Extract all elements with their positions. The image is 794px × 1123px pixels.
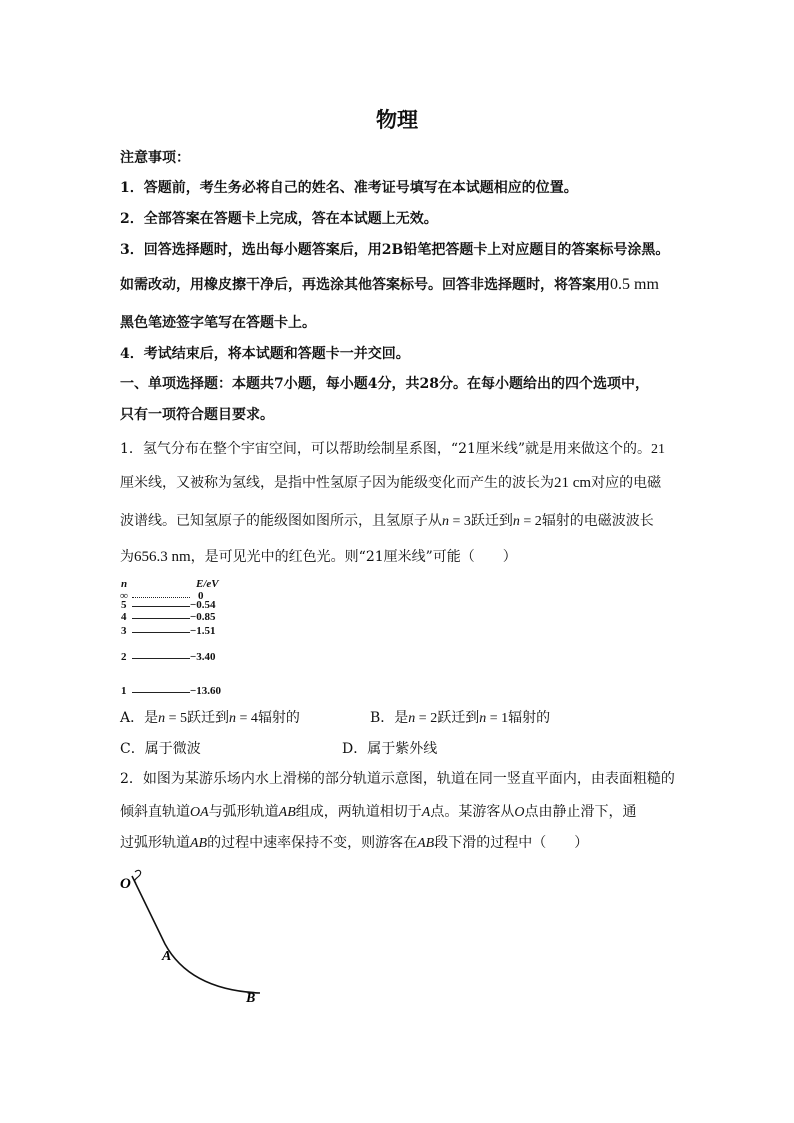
level-n-label: 2 — [121, 651, 127, 663]
level-energy-label: −13.60 — [190, 685, 222, 697]
q1-line-2: 厘米线，又被称为氢线，是指中性氢原子因为能级变化而产生的波长为21 cm对应的电磁 — [120, 475, 662, 491]
note-item-1: 1．答题前，考生务必将自己的姓名、准考证号填写在本试题相应的位置。 — [120, 180, 578, 196]
note-item-2: 2．全部答案在答题卡上完成，答在本试题上无效。 — [120, 211, 438, 227]
level-n-label: 5 — [121, 599, 127, 611]
q1-option-c[interactable]: C．属于微波 — [120, 741, 201, 757]
section-1-heading-cont: 只有一项符合题目要求。 — [120, 407, 274, 423]
point-a-label: A — [162, 949, 172, 964]
level-energy-label: −3.40 — [190, 651, 216, 663]
level-line — [132, 658, 190, 659]
q2-line-2: 倾斜直轨道OA与弧形轨道AB组成，两轨道相切于A点。某游客从O点由静止滑下，通 — [120, 804, 637, 820]
page-title: 物理 — [376, 107, 418, 132]
point-b-label: B — [246, 991, 256, 1006]
q1-option-b[interactable]: B．是n = 2跃迁到n = 1辐射的 — [370, 710, 551, 726]
q1-line-1: 1．氢气分布在整个宇宙空间，可以帮助绘制星系图，“21厘米线”就是用来做这个的。21 — [120, 441, 666, 457]
level-n-label: 1 — [121, 685, 127, 697]
level-energy-label: −0.54 — [190, 599, 216, 611]
note-item-3-cont: 如需改动，用橡皮擦干净后，再选涂其他答案标号。回答非选择题时，将答案用0.5 mm — [120, 276, 659, 293]
level-line — [132, 632, 190, 633]
note-item-3: 3．回答选择题时，选出每小题答案后，用2B铅笔把答题卡上对应题目的答案标号涂黑。 — [120, 242, 670, 258]
diagram-e-header: E/eV — [196, 578, 219, 590]
q2-line-3: 过弧形轨道AB的过程中速率保持不变，则游客在AB段下滑的过程中（ ） — [120, 835, 589, 851]
q1-line-3: 波谱线。已知氢原子的能级图如图所示，且氢原子从n = 3跃迁到n = 2辐射的电磁波波长 — [120, 513, 654, 529]
q1-line-4: 为656.3 nm，是可见光中的红色光。则“21厘米线”可能（ ） — [120, 549, 517, 565]
water-slide-diagram — [110, 862, 280, 1012]
level-n-label: ∞ — [120, 590, 128, 602]
level-n-label: 3 — [121, 625, 127, 637]
point-o-label: O — [120, 876, 131, 892]
level-line — [132, 618, 190, 619]
section-1-heading: 一、单项选择题：本题共7小题，每小题4分，共28分。在每小题给出的四个选项中， — [120, 376, 649, 392]
level-energy-label: −0.85 — [190, 611, 216, 623]
level-energy-label: −1.51 — [190, 625, 216, 637]
level-line — [132, 606, 190, 607]
level-line — [132, 692, 190, 693]
slide-track — [132, 876, 260, 993]
diagram-n-header: n — [121, 578, 128, 590]
note-item-3-end: 黑色笔迹签字笔写在答题卡上。 — [120, 315, 316, 331]
level-n-label: 4 — [121, 611, 127, 623]
swimmer-icon — [135, 870, 141, 883]
q1-option-a[interactable]: A．是n = 5跃迁到n = 4辐射的 — [120, 710, 300, 726]
note-item-4: 4．考试结束后，将本试题和答题卡一并交回。 — [120, 346, 410, 362]
notes-heading: 注意事项： — [120, 150, 190, 166]
level-line — [132, 597, 190, 598]
q2-line-1: 2．如图为某游乐场内水上滑梯的部分轨道示意图，轨道在同一竖直平面内，由表面粗糙的 — [120, 771, 675, 787]
q1-option-d[interactable]: D．属于紫外线 — [342, 741, 438, 757]
level-energy-label: 0 — [198, 590, 204, 602]
